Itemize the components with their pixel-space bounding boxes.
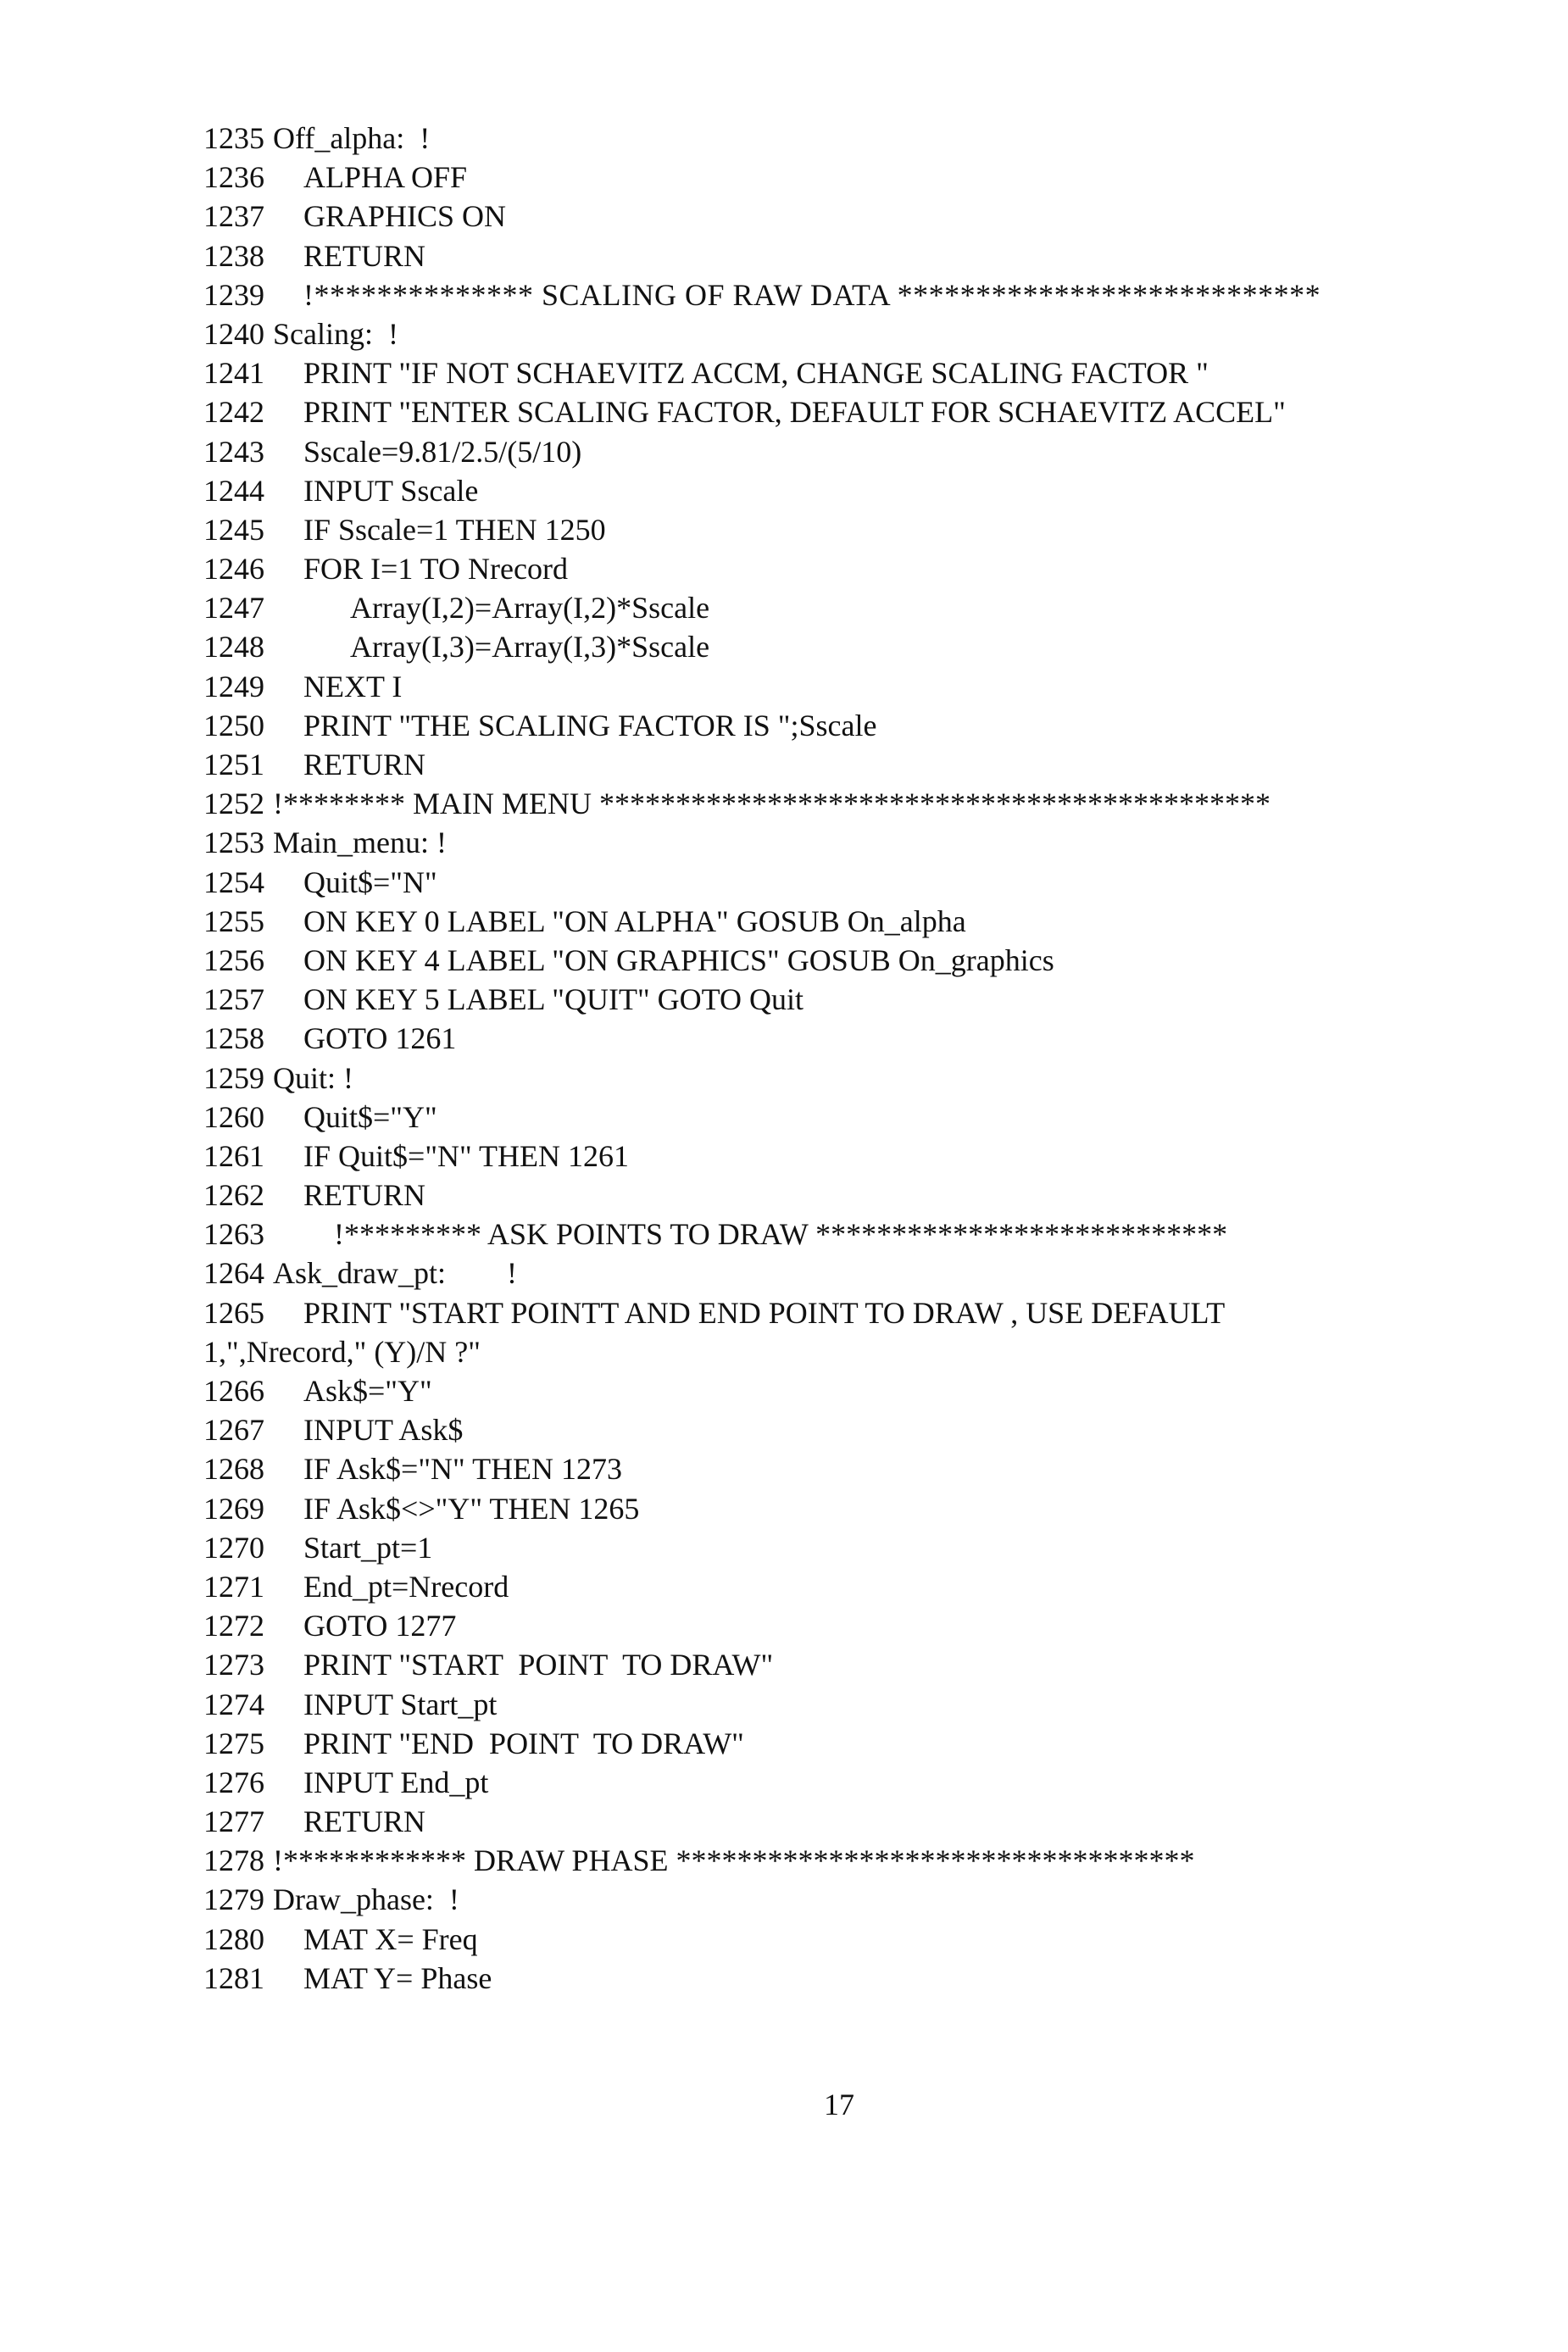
code-line bbox=[203, 941, 1475, 980]
line-number: 1261 bbox=[203, 1138, 264, 1173]
line-number: 1268 bbox=[203, 1452, 264, 1487]
code-line bbox=[203, 1254, 1475, 1293]
code-text: !************ DRAW PHASE ********************************** bbox=[273, 1843, 1195, 1878]
line-number: 1274 bbox=[203, 1687, 264, 1721]
code-text: RETURN bbox=[303, 748, 425, 781]
line-number: 1235 bbox=[203, 121, 264, 155]
line-number: 1246 bbox=[203, 552, 264, 587]
code-line bbox=[203, 784, 1475, 823]
code-line bbox=[203, 1802, 1475, 1841]
code-text: ON KEY 0 LABEL "ON ALPHA" GOSUB On_alpha bbox=[303, 904, 966, 938]
code-text: Array(I,3)=Array(I,3)*Sscale bbox=[350, 630, 710, 664]
code-line bbox=[203, 1489, 1475, 1528]
code-text: IF Quit$="N" THEN 1261 bbox=[303, 1138, 630, 1173]
code-line bbox=[203, 197, 1475, 236]
code-line bbox=[203, 1215, 1475, 1254]
code-line bbox=[203, 1724, 1475, 1763]
code-line bbox=[203, 158, 1475, 197]
code-text: FOR I=1 TO Nrecord bbox=[303, 552, 568, 587]
code-line bbox=[203, 1019, 1475, 1058]
line-number: 1259 bbox=[203, 1060, 264, 1095]
code-line bbox=[203, 1685, 1475, 1724]
code-text: NEXT I bbox=[303, 669, 403, 703]
line-number: 1238 bbox=[203, 238, 264, 273]
line-number: 1237 bbox=[203, 199, 264, 234]
code-line bbox=[203, 1059, 1475, 1098]
code-line bbox=[203, 1959, 1475, 1998]
code-line bbox=[203, 706, 1475, 745]
line-number: 1251 bbox=[203, 748, 264, 781]
code-line bbox=[203, 432, 1475, 471]
code-line bbox=[203, 549, 1475, 588]
code-line bbox=[203, 1176, 1475, 1215]
code-text: Main_menu: ! bbox=[273, 826, 447, 860]
code-text: Scaling: ! bbox=[273, 316, 398, 351]
line-number: 1270 bbox=[203, 1530, 264, 1565]
line-number: 1236 bbox=[203, 160, 264, 195]
code-line bbox=[203, 1567, 1475, 1606]
line-number: 1244 bbox=[203, 473, 264, 508]
line-number: 1255 bbox=[203, 904, 264, 938]
code-line-continuation bbox=[203, 1332, 1475, 1371]
code-text: IF Ask$<>"Y" THEN 1265 bbox=[303, 1491, 640, 1526]
code-line bbox=[203, 627, 1475, 666]
code-line bbox=[203, 1841, 1475, 1880]
code-text: MAT Y= Phase bbox=[303, 1960, 492, 1995]
code-text: INPUT End_pt bbox=[303, 1765, 489, 1799]
code-line bbox=[203, 823, 1475, 862]
page-number: 17 bbox=[824, 2088, 854, 2121]
code-text: Sscale=9.81/2.5/(5/10) bbox=[303, 434, 582, 469]
code-line bbox=[203, 1528, 1475, 1567]
code-text: !******** MAIN MENU ******************************************** bbox=[273, 787, 1271, 821]
code-text: !************** SCALING OF RAW DATA *************************** bbox=[303, 277, 1321, 312]
code-text: RETURN bbox=[303, 238, 425, 273]
line-number: 1265 bbox=[203, 1295, 264, 1330]
code-line bbox=[203, 353, 1475, 392]
line-number: 1280 bbox=[203, 1921, 264, 1956]
line-number: 1260 bbox=[203, 1099, 264, 1134]
code-line bbox=[203, 1645, 1475, 1684]
line-number: 1276 bbox=[203, 1765, 264, 1799]
code-line bbox=[203, 471, 1475, 510]
code-text: Draw_phase: ! bbox=[273, 1882, 459, 1917]
code-text: INPUT Start_pt bbox=[303, 1687, 498, 1721]
line-number: 1256 bbox=[203, 942, 264, 977]
code-text: PRINT "ENTER SCALING FACTOR, DEFAULT FOR SCHAEVITZ ACCEL" bbox=[303, 395, 1286, 430]
code-text: 1,",Nrecord," (Y)/N ?" bbox=[203, 1334, 481, 1369]
code-line bbox=[203, 1920, 1475, 1959]
line-number: 1252 bbox=[203, 787, 264, 821]
code-line bbox=[203, 667, 1475, 706]
code-line bbox=[203, 902, 1475, 941]
code-text: INPUT Sscale bbox=[303, 473, 479, 508]
code-line bbox=[203, 1763, 1475, 1802]
code-line bbox=[203, 510, 1475, 549]
code-text: PRINT "END POINT TO DRAW" bbox=[303, 1726, 744, 1760]
line-number: 1245 bbox=[203, 512, 264, 547]
code-text: PRINT "START POINTT AND END POINT TO DRAW , USE DEFAULT bbox=[303, 1295, 1226, 1330]
line-number: 1240 bbox=[203, 316, 264, 351]
line-number: 1279 bbox=[203, 1882, 264, 1917]
line-number: 1249 bbox=[203, 669, 264, 703]
code-text: Quit$="Y" bbox=[303, 1099, 437, 1134]
code-line bbox=[203, 119, 1475, 158]
code-text: End_pt=Nrecord bbox=[303, 1569, 509, 1604]
line-number: 1266 bbox=[203, 1374, 264, 1408]
code-text: Quit: ! bbox=[273, 1060, 353, 1095]
code-line bbox=[203, 745, 1475, 784]
line-number: 1243 bbox=[203, 434, 264, 469]
code-text: PRINT "IF NOT SCHAEVITZ ACCM, CHANGE SCALING FACTOR " bbox=[303, 356, 1209, 391]
code-text: RETURN bbox=[303, 1804, 425, 1839]
code-line bbox=[203, 1880, 1475, 1919]
line-number: 1257 bbox=[203, 982, 264, 1017]
line-number: 1273 bbox=[203, 1648, 264, 1682]
code-text: PRINT "START POINT TO DRAW" bbox=[303, 1648, 774, 1682]
line-number: 1239 bbox=[203, 277, 264, 312]
code-text: INPUT Ask$ bbox=[303, 1413, 464, 1448]
code-text: PRINT "THE SCALING FACTOR IS ";Sscale bbox=[303, 708, 877, 742]
code-text: Start_pt=1 bbox=[303, 1530, 433, 1565]
code-listing bbox=[203, 119, 1475, 1998]
line-number: 1271 bbox=[203, 1569, 264, 1604]
code-text: ON KEY 5 LABEL "QUIT" GOTO Quit bbox=[303, 982, 803, 1017]
code-text: ALPHA OFF bbox=[303, 160, 468, 195]
code-text: IF Sscale=1 THEN 1250 bbox=[303, 512, 606, 547]
code-text: Off_alpha: ! bbox=[273, 121, 431, 155]
line-number: 1248 bbox=[203, 630, 264, 664]
code-line bbox=[203, 1137, 1475, 1176]
line-number: 1278 bbox=[203, 1843, 264, 1878]
code-line bbox=[203, 1449, 1475, 1488]
code-line bbox=[203, 863, 1475, 902]
code-text: GRAPHICS ON bbox=[303, 199, 507, 234]
code-text: Array(I,2)=Array(I,2)*Sscale bbox=[350, 591, 710, 626]
code-line bbox=[203, 236, 1475, 275]
code-text: GOTO 1277 bbox=[303, 1609, 457, 1643]
line-number: 1281 bbox=[203, 1960, 264, 1995]
code-line bbox=[203, 1410, 1475, 1449]
code-text: !********* ASK POINTS TO DRAW *************************** bbox=[303, 1217, 1228, 1252]
code-text: GOTO 1261 bbox=[303, 1021, 457, 1056]
code-text: Quit$="N" bbox=[303, 865, 437, 899]
line-number: 1272 bbox=[203, 1609, 264, 1643]
code-text: Ask$="Y" bbox=[303, 1374, 432, 1408]
code-line bbox=[203, 314, 1475, 353]
line-number: 1264 bbox=[203, 1256, 264, 1291]
line-number: 1267 bbox=[203, 1413, 264, 1448]
line-number: 1254 bbox=[203, 865, 264, 899]
line-number: 1258 bbox=[203, 1021, 264, 1056]
code-text: ON KEY 4 LABEL "ON GRAPHICS" GOSUB On_graphics bbox=[303, 942, 1054, 977]
code-line bbox=[203, 275, 1475, 314]
line-number: 1262 bbox=[203, 1178, 264, 1213]
line-number: 1275 bbox=[203, 1726, 264, 1760]
line-number: 1263 bbox=[203, 1217, 264, 1252]
code-text: Ask_draw_pt: ! bbox=[273, 1256, 517, 1291]
code-text: MAT X= Freq bbox=[303, 1921, 478, 1956]
line-number: 1253 bbox=[203, 826, 264, 860]
code-text: RETURN bbox=[303, 1178, 425, 1213]
code-line bbox=[203, 1098, 1475, 1137]
code-line bbox=[203, 1606, 1475, 1645]
line-number: 1247 bbox=[203, 591, 264, 626]
line-number: 1241 bbox=[203, 356, 264, 391]
code-text: IF Ask$="N" THEN 1273 bbox=[303, 1452, 623, 1487]
code-line bbox=[203, 1371, 1475, 1410]
code-line bbox=[203, 1293, 1475, 1332]
code-line bbox=[203, 588, 1475, 627]
code-line bbox=[203, 980, 1475, 1019]
code-line bbox=[203, 392, 1475, 431]
line-number: 1277 bbox=[203, 1804, 264, 1839]
line-number: 1269 bbox=[203, 1491, 264, 1526]
line-number: 1250 bbox=[203, 708, 264, 742]
line-number: 1242 bbox=[203, 395, 264, 430]
